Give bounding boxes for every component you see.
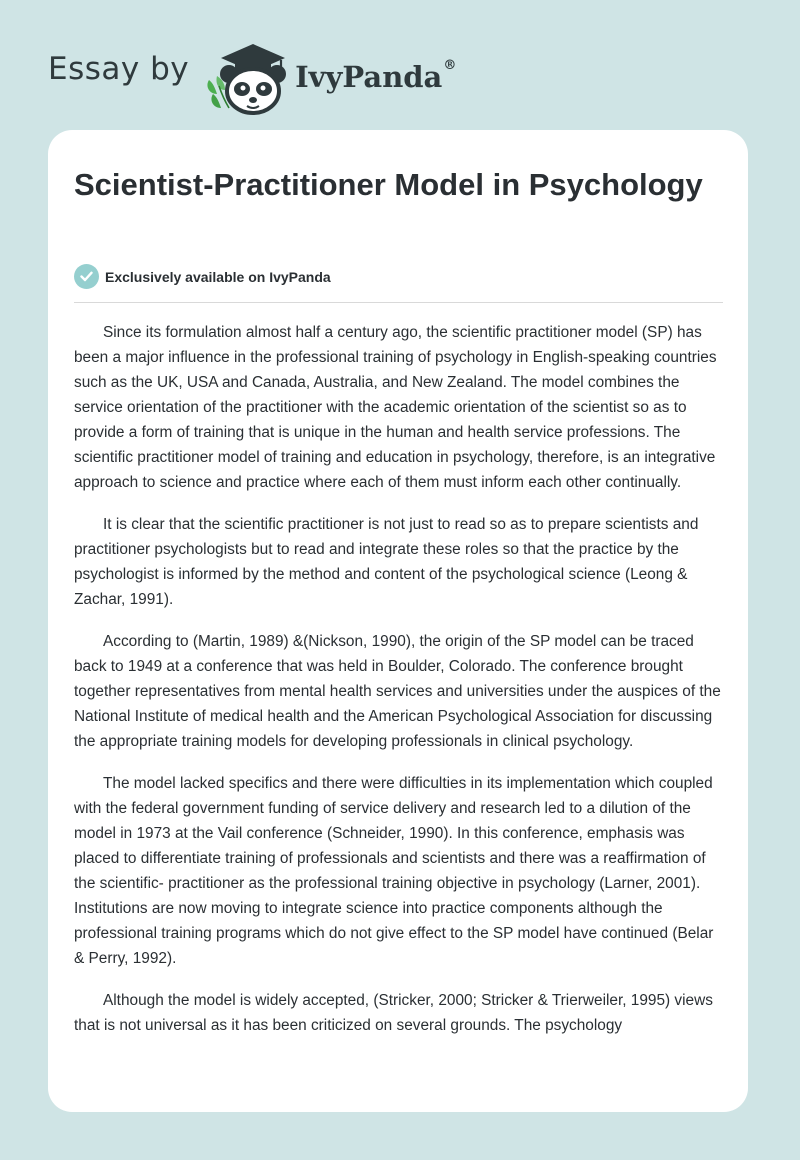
check-circle-icon [74,264,99,289]
brand-name: IvyPanda® [295,58,457,94]
registered-mark: ® [443,58,457,73]
brand-header[interactable] [48,36,456,116]
essay-paragraph: Since its formulation almost half a century ago, the scientific practitioner model (SP) has been a major influence in the professional training of psychology in English-speaking countries such as the UK, USA and Canada, Australia, and New Zealand. The model combines the service orientation of the practitioner with the academic orientation of the scientist so as to provide a form of training that is unique in the human and health service professions. The scientific practitioner model of training and education in psychology, therefore, is an integrative approach to science and practice where each of them must inform each other continually. [74,324,717,491]
essay-paragraph: Although the model is widely accepted, (Stricker, 2000; Stricker & Trierweiler, 1995) views that is not universal as it has been criticized on several grounds. The psychology [74,992,713,1034]
essay-body [74,320,724,1055]
essay-paragraph: According to (Martin, 1989) &(Nickson, 1990), the origin of the SP model can be traced back to 1949 at a conference that was held in Boulder, Colorado. The conference brought together representatives from mental health services and universities under the auspices of the National Institute of medical health and the American Psychological Association for discussing the appropriate training models for developing professionals in clinical psychology. [74,633,721,750]
essay-paragraph: The model lacked specifics and there were difficulties in its implementation which coupled with the federal government funding of service delivery and research led to a dilution of the model in 1973 at the Vail conference (Schneider, 1990). In this conference, emphasis was placed to differentiate training of professionals and scientists and there was a reaffirmation of the scientific- practitioner as the professional training objective in psychology (Larner, 2001). Institutions are now moving to integrate science into practice components although the professional training programs which do not give effect to the SP model have continued (Belar & Perry, 1992). [74,775,714,967]
exclusive-badge [74,264,331,289]
exclusive-badge-text: Exclusively available on IvyPanda [105,268,331,285]
essay-paragraph: It is clear that the scientific practitioner is not just to read so as to prepare scientists and practitioner psychologists but to read and integrate these roles so that the practice by the psychologist is informed by the method and content of the psychological science (Leong & Zachar, 1991). [74,516,699,608]
essay-title: Scientist-Practitioner Model in Psychology [74,167,703,202]
essay-by-label: Essay by [48,51,190,87]
title-divider [74,302,723,303]
essay-card [48,130,748,1112]
ivypanda-logo-icon [203,36,293,116]
